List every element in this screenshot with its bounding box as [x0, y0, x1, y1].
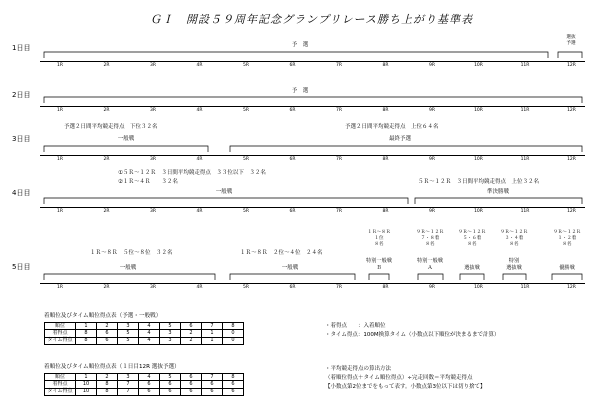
day-5-tokubetsu-ippan-a-label: 特別一般戦 Ａ [417, 258, 443, 272]
day-1-senbatsu-yosen-label: 選抜 予選 [566, 35, 576, 46]
table-cell: 6 [223, 381, 244, 388]
race-number: 7R [336, 157, 342, 162]
table-cell: 6 [160, 381, 181, 388]
race-number: 12R [567, 108, 576, 113]
day-4-criteria-2: ②１Ｒ～４Ｒ ３２名 [118, 179, 178, 185]
day-2-label: 2日目 [12, 91, 31, 99]
table-cell: 6 [160, 388, 181, 395]
race-number: 11R [520, 209, 530, 214]
table-cell: 10 [76, 381, 97, 388]
table-2-caption: 着順位及びタイム順位得点表（１日目12R 選抜予選） [44, 364, 180, 370]
table-cell: 1 [76, 374, 97, 381]
table-cell: 1 [202, 337, 223, 344]
race-number: 10R [474, 209, 483, 214]
race-number: 7R [336, 285, 342, 290]
table-cell: 3 [118, 323, 139, 330]
race-number: 2R [103, 157, 110, 162]
race-number: 2R [103, 63, 110, 68]
race-number: 6R [289, 209, 296, 214]
day-5-tokubetsu-senbatsu-label: 特別 選抜戦 [506, 258, 522, 272]
table-cell: 5 [118, 330, 139, 337]
race-number: 10R [474, 157, 483, 162]
table-row-head: タイム得点 [45, 388, 76, 395]
race-number: 3R [150, 63, 156, 68]
note-time-tokuten: ・タイム得点：100M換算タイム（小数点以下順位が決まるまで計算） [325, 332, 500, 338]
race-number: 4R [196, 209, 203, 214]
table-cell: 0 [223, 337, 244, 344]
table-cell: 10 [76, 388, 97, 395]
race-number: 5R [243, 285, 249, 290]
day-4-junkesshou-label: 準決勝戦 [486, 189, 510, 195]
race-number: 2R [103, 108, 110, 113]
table-cell: 3 [118, 374, 139, 381]
table-row [45, 381, 244, 388]
table-cell: 7 [202, 323, 223, 330]
race-number: 5R [243, 63, 249, 68]
points-table-2 [44, 373, 244, 396]
table-cell: 6 [139, 388, 160, 395]
day-3-lower-criteria: 予選２日間平均競走得点 下位３２名 [64, 124, 158, 130]
race-number: 11R [520, 108, 530, 113]
day-5-tokubetsu-ippan-b-label: 特別一般戦 Ｂ [366, 258, 392, 272]
table-cell: 7 [118, 388, 139, 395]
race-number: 7R [336, 63, 342, 68]
race-number: 12R [567, 63, 576, 68]
race-number: 7R [336, 108, 342, 113]
day-5-yusho-criteria: ９Ｒ～１２Ｒ １・２着 ８名 [553, 230, 581, 247]
table-row [45, 374, 244, 381]
day-1-label: 1日目 [12, 44, 31, 52]
day-3-label: 3日目 [12, 135, 31, 143]
day-4-label: 4日目 [12, 189, 31, 197]
race-number: 5R [243, 108, 249, 113]
table-row-head: 着得点 [45, 330, 76, 337]
race-number: 4R [196, 285, 203, 290]
table-cell: 8 [223, 374, 244, 381]
day-5-yusho-label: 優勝戦 [559, 265, 575, 271]
table-cell: 2 [181, 330, 202, 337]
race-number: 2R [103, 285, 110, 290]
table-cell: 8 [76, 330, 97, 337]
table-cell: 6 [181, 381, 202, 388]
note-rounding-rule: 【小数点第2位までをもって表す。小数点第3位以下は切り捨て】 [325, 384, 486, 390]
race-number: 3R [150, 157, 156, 162]
day-3-saishu-yosen-label: 最終予選 [388, 136, 412, 142]
table-cell: 3 [160, 330, 181, 337]
race-number: 6R [289, 63, 296, 68]
note-average-heading: ・平均競走得点の算出方法 [325, 366, 392, 372]
table-cell: 6 [181, 374, 202, 381]
table-cell: 2 [97, 374, 118, 381]
day-5-group-b-criteria: １Ｒ～８Ｒ １位 ８名 [367, 230, 391, 247]
table-row [45, 323, 244, 330]
race-number: 8R [382, 157, 389, 162]
day-5-middle-criteria: １Ｒ～８Ｒ ２位～４位 ２４名 [240, 250, 323, 256]
race-number: 4R [196, 157, 203, 162]
race-number: 8R [382, 108, 389, 113]
table-row-head: 順位 [45, 374, 76, 381]
race-number: 12R [567, 285, 576, 290]
day-1-yosen-label: 予 選 [291, 42, 309, 48]
day-5-group-a-criteria: ９Ｒ～１２Ｒ ７・８着 ８名 [416, 230, 444, 247]
table-cell: 4 [139, 337, 160, 344]
table-row-head: 着得点 [45, 381, 76, 388]
day-5-ippansen-label-2: 一般戦 [281, 265, 299, 271]
table-cell: 6 [181, 388, 202, 395]
race-number: 9R [429, 209, 435, 214]
race-number: 4R [196, 63, 203, 68]
race-number: 6R [289, 285, 296, 290]
race-number: 8R [382, 63, 389, 68]
table-cell: 5 [118, 337, 139, 344]
race-number: 9R [429, 285, 435, 290]
race-number: 8R [382, 285, 389, 290]
table-cell: 5 [160, 323, 181, 330]
table-cell: 6 [223, 388, 244, 395]
day-5-label: 5日目 [12, 263, 31, 271]
table-cell: 4 [139, 323, 160, 330]
race-number: 11R [520, 285, 530, 290]
race-number: 5R [243, 157, 249, 162]
race-number: 10R [474, 285, 483, 290]
note-chakutokuten: ・着得点 ：入着順位 [325, 323, 386, 329]
day-5-lower-criteria: １Ｒ～８Ｒ ５位～８位 ３２名 [90, 250, 173, 256]
race-number: 11R [520, 63, 530, 68]
day-3-upper-criteria: 予選２日間平均競走得点 上位６４名 [345, 124, 439, 130]
table-cell: 2 [181, 337, 202, 344]
table-1-caption: 着順位及びタイム順位得点表（予選・一般戦） [44, 313, 162, 319]
table-cell: 2 [97, 323, 118, 330]
table-row-head: 順位 [45, 323, 76, 330]
table-row [45, 337, 244, 344]
table-cell: 8 [97, 388, 118, 395]
day-4-ippansen-label: 一般戦 [215, 189, 233, 195]
day-5-ippansen-label-1: 一般戦 [119, 265, 137, 271]
race-number: 9R [429, 157, 435, 162]
race-number: 1R [57, 63, 63, 68]
race-number: 5R [243, 209, 249, 214]
race-number: 8R [382, 209, 389, 214]
table-cell: 4 [139, 374, 160, 381]
table-cell: 1 [76, 323, 97, 330]
table-cell: 4 [139, 330, 160, 337]
table-cell: 8 [76, 337, 97, 344]
day-5-tokubetsu-senbatsu-criteria: ９Ｒ～１２Ｒ ３・４着 ８名 [500, 230, 528, 247]
points-table-1 [44, 322, 244, 345]
race-number: 9R [429, 108, 435, 113]
race-number: 2R [103, 209, 110, 214]
race-number: 1R [57, 285, 63, 290]
table-cell: 8 [97, 381, 118, 388]
day-3-ippansen-label: 一般戦 [117, 136, 135, 142]
table-cell: 7 [118, 381, 139, 388]
race-number: 4R [196, 108, 203, 113]
table-cell: 6 [97, 337, 118, 344]
race-number: 9R [429, 63, 435, 68]
page-title: ＧＩ 開設５９周年記念グランプリレース勝ち上がり基準表 [150, 13, 474, 26]
note-average-formula: （着順位得点＋タイム順位得点）÷完走回数＝平均競走得点 [325, 375, 473, 381]
day-4-upper-criteria: ５Ｒ～１２Ｒ ３日間平均競走得点 上位３２名 [418, 179, 540, 185]
table-cell: 6 [181, 323, 202, 330]
race-number: 11R [520, 157, 530, 162]
race-number: 10R [474, 108, 483, 113]
table-cell: 1 [202, 330, 223, 337]
race-number: 3R [150, 108, 156, 113]
table-cell: 6 [97, 330, 118, 337]
table-cell: 7 [202, 374, 223, 381]
table-cell: 5 [160, 374, 181, 381]
race-number: 1R [57, 108, 63, 113]
table-row [45, 388, 244, 395]
race-number: 3R [150, 209, 156, 214]
table-cell: 6 [202, 388, 223, 395]
race-number: 10R [474, 63, 483, 68]
race-number: 1R [57, 209, 63, 214]
race-number: 12R [567, 209, 576, 214]
day-5-senbatsu-criteria: ９Ｒ～１２Ｒ ５・６着 ８名 [458, 230, 486, 247]
day-4-criteria-1: ①５Ｒ～１２Ｒ ３日間平均競走得点 ３３位以下 ３２名 [118, 170, 266, 176]
table-row-head: タイム得点 [45, 337, 76, 344]
race-number: 1R [57, 157, 63, 162]
race-number: 3R [150, 285, 156, 290]
day-2-yosen-label: 予 選 [291, 88, 309, 94]
race-number: 6R [289, 108, 296, 113]
race-number: 12R [567, 157, 576, 162]
table-cell: 0 [223, 330, 244, 337]
day-5-senbatsu-label: 選抜戦 [464, 265, 480, 271]
table-cell: 8 [223, 323, 244, 330]
table-row [45, 330, 244, 337]
table-cell: 6 [139, 381, 160, 388]
table-cell: 3 [160, 337, 181, 344]
race-number: 6R [289, 157, 296, 162]
table-cell: 6 [202, 381, 223, 388]
race-number: 7R [336, 209, 342, 214]
